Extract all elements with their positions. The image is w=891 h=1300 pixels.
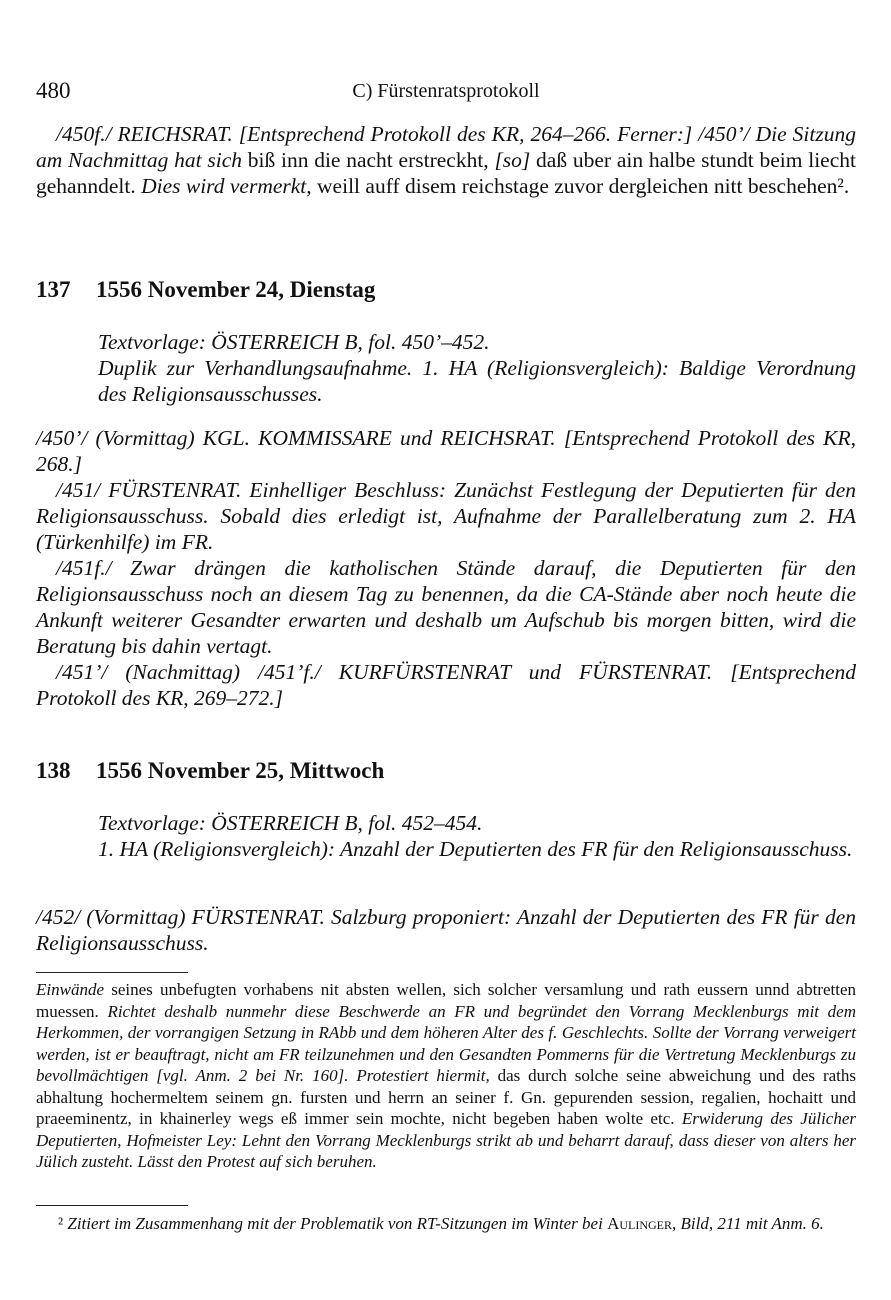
section-138-source xyxy=(98,810,856,862)
footnote-2-mark: ² xyxy=(58,1214,64,1233)
intro-italic-b: Dies wird vermerkt, xyxy=(141,174,312,198)
section-138-source-line: Textvorlage: ÖSTERREICH B, fol. 452–454. xyxy=(98,811,483,835)
footnote-divider xyxy=(36,972,188,973)
section-137-source xyxy=(98,329,856,407)
section-137-para-1: /450’/ (Vormittag) KGL. KOMMISSARE und REICHSRAT. [Entsprechend Protokoll des KR, 268.] xyxy=(36,426,856,476)
page-header xyxy=(36,78,856,106)
section-137-number: 137 xyxy=(36,277,71,302)
footnote-continuation xyxy=(36,979,856,1173)
footnote-2-title: Bild, xyxy=(680,1214,714,1233)
section-138-para-1: /452/ (Vormittag) FÜRSTENRAT. Salzburg proponiert: Anzahl der Deputierten des FR für den Religionsausschuss. xyxy=(36,905,856,955)
page-number: 480 xyxy=(36,78,71,103)
intro-quote-a: biß inn die nacht erstreckht, xyxy=(241,148,495,172)
section-138-number: 138 xyxy=(36,758,71,783)
fn-quote-a: seines unbefugten vorhabens nit absten wellen, sich solcher versamlung und rath eussern unnd abtretten muessen. xyxy=(36,980,856,1021)
intro-quote-b: daß uber ain halbe stundt beim liecht gehanndelt. xyxy=(36,148,856,198)
section-138-heading xyxy=(36,758,384,784)
section-137-source-line: Textvorlage: ÖSTERREICH B, fol. 450’–452. xyxy=(98,330,490,354)
intro-so: [so] xyxy=(494,148,531,172)
footnote-2-text-a: Zitiert im Zusammenhang mit der Problematik von RT-Sitzungen im Winter bei xyxy=(63,1214,608,1233)
section-137-para-3: /451f./ Zwar drängen die katholischen Stände darauf, die Deputierten für den Religionsausschuss noch an diesem Tag zu benennen, da die CA-Stände aber noch heute die Ankunft weiterer Gesandter erwarten und deshalb um Aufschub bis morgen bitten, wird die Beratung bis dahin vertagt. xyxy=(36,556,856,658)
section-137-para-4: /451’/ (Nachmittag) /451’f./ KURFÜRSTENRAT und FÜRSTENRAT. [Entsprechend Protokoll des KR, 269–272.] xyxy=(36,660,856,710)
fn-italic-a: Einwände xyxy=(36,980,104,999)
section-137-para-2: /451/ FÜRSTENRAT. Einhelliger Beschluss: Zunächst Festlegung der Deputierten für den Religionsausschuss. Sobald dies erledigt ist, Aufnahme der Parallelberatung zum 2. HA (Türkenhilfe) im FR. xyxy=(36,478,856,554)
section-137-heading xyxy=(36,277,375,303)
fn-italic-b: Richtet deshalb nunmehr diese Beschwerde an FR und begründet den Vorrang Mecklenburgs mit dem Herkommen, der vorrangigen Setzung in RAbb und dem höheren Alter des f. Geschlechts. Sollte der Vorrang verweigert werden, ist er beauftragt, nicht am FR teilzunehmen und den Gesandten Pommerns für die Vertretung Mecklenburgs zu bevollmächtigen [vgl. Anm. 2 bei Nr. 160]. Protestiert hiermit, xyxy=(36,1001,857,1085)
fn-quote-b: das durch solche seine abweichung und des raths abhaltung hochermeltem seinem gn. fursten und herrn an seiner f. Gn. gepurenden session, regalien, hochaitt und praeeminentz, in khainerley wegs eß immer sein mochte, nicht begeben haben wolte etc. xyxy=(36,1066,856,1128)
running-title: C) Fürstenratsprotokoll xyxy=(352,80,540,102)
footnote-2-text-b: 211 mit Anm. 6. xyxy=(713,1214,824,1233)
footnote-divider-2 xyxy=(36,1205,188,1206)
section-137-summary: Duplik zur Verhandlungsaufnahme. 1. HA (Religionsvergleich): Baldige Verordnung des Religionsausschusses. xyxy=(98,356,856,406)
section-138-summary: 1. HA (Religionsvergleich): Anzahl der Deputierten des FR für den Religionsausschuss. xyxy=(98,837,853,861)
footnote-2-author: Aulinger xyxy=(607,1214,673,1233)
section-137-date: 1556 November 24, Dienstag xyxy=(96,277,376,302)
intro-quote-c: weill auff disem reichstage zuvor dergleichen nitt beschehen². xyxy=(311,174,850,198)
fn-italic-c: Erwiderung des Jülicher Deputierten, Hofmeister Ley: Lehnt den Vorrang Mecklenburgs strikt ab und beharrt darauf, dass dieser von alters her Jülich zusteht. Lässt den Protest auf sich beruhen. xyxy=(36,1109,857,1171)
footnote-2 xyxy=(36,1213,856,1235)
section-138-date: 1556 November 25, Mittwoch xyxy=(96,758,385,783)
intro-paragraph xyxy=(36,121,856,199)
footnote-2-comma: , xyxy=(672,1214,681,1233)
intro-italic-a: /450f./ REICHSRAT. [Entsprechend Protokoll des KR, 264–266. Ferner:] /450’/ Die Sitzung am Nachmittag hat sich xyxy=(36,122,856,172)
